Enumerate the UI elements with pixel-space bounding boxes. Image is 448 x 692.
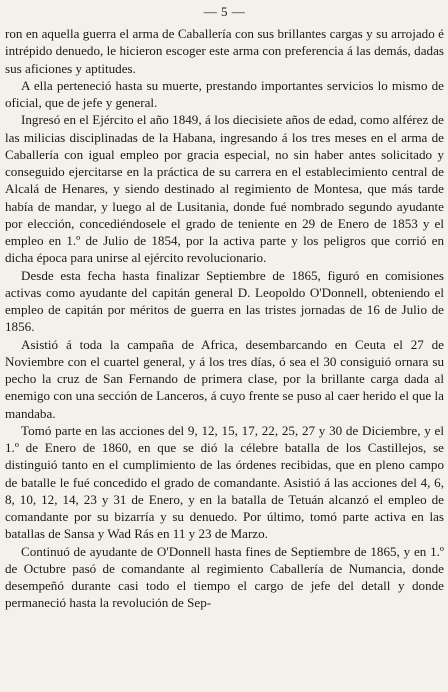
page-number: — 5 — <box>203 4 246 19</box>
paragraph-7: Continuó de ayudante de O'Donnell hasta fines de Septiembre de 1865, y en 1.º de Octubre pasó de comandante al regimiento Caballería de Numancia, donde desempeñó durante casi todo el tiempo el cargo de jefe del detall y donde permaneció hasta la revolución de Sep- <box>5 543 444 611</box>
paragraph-4: Desde esta fecha hasta finalizar Septiembre de 1865, figuró en comisiones activas como ayudante del capitán general D. Leopoldo O'Donnell, obteniendo el empleo de capitán por méritos de guerra en las tristes jornadas de 16 de Julio de 1856. <box>5 267 444 335</box>
paragraph-1: ron en aquella guerra el arma de Caballería con sus brillantes cargas y su arrojado é intrépido denuedo, le hicieron escoger este arma con preferencia á las demás, dadas sus aficiones y aptitudes. <box>5 26 444 76</box>
paragraph-3: Ingresó en el Ejército el año 1849, á los diecisiete años de edad, como alférez de las milicias disciplinadas de la Habana, ingresando á los tres meses en el arma de Caballería con igual empleo por gracia especial, no sin haber antes solicitado y conseguido ejercitarse en la práctica de su carrera en el establecimiento central de Alcalá de Henares, y siendo destinado al regimiento de Montesa, que más tarde había de mandar, y luego al de Lusitania, donde fué nombrado segundo ayudante por elección, concediéndosele el grado de teniente en 29 de Enero de 1853 y el empleo en 1.º de Julio de 1854, por la activa parte y los peligros que corrió en dicha época para unirse al ejército revolucionario. <box>5 112 444 266</box>
body-text <box>5 25 444 612</box>
paragraph-5: Asistió á toda la campaña de Africa, desembarcando en Ceuta el 27 de Noviembre con el cuartel general, y á los tres días, ó sea el 30 consiguió ornara su pecho la cruz de San Fernando de primera clase, por la brillante carga dada al enemigo con una sección de Lanceros, á cuyo frente se puso al caer herido el que la mandaba. <box>5 336 444 421</box>
paragraph-6: Tomó parte en las acciones del 9, 12, 15, 17, 22, 25, 27 y 30 de Diciembre, y el 1.º de Enero de 1860, en que se dió la célebre batalla de los Castillejos, se distinguió tanto en el cumplimiento de las órdenes recibidas, que en pleno campo de batalle le fué concedido el grado de comandante. Asistió á las acciones del 4, 6, 8, 10, 12, 14, 23 y 31 de Enero, y en la batalla de Tetuán alcanzó el empleo de comandante por su bizarría y su denuedo. Por último, tomó parte activa en las batallas de Sansa y Wad Rás en 11 y 23 de Marzo. <box>5 422 444 542</box>
paragraph-2: A ella perteneció hasta su muerte, prestando importantes servicios lo mismo de oficial, que de jefe y general. <box>5 77 444 110</box>
